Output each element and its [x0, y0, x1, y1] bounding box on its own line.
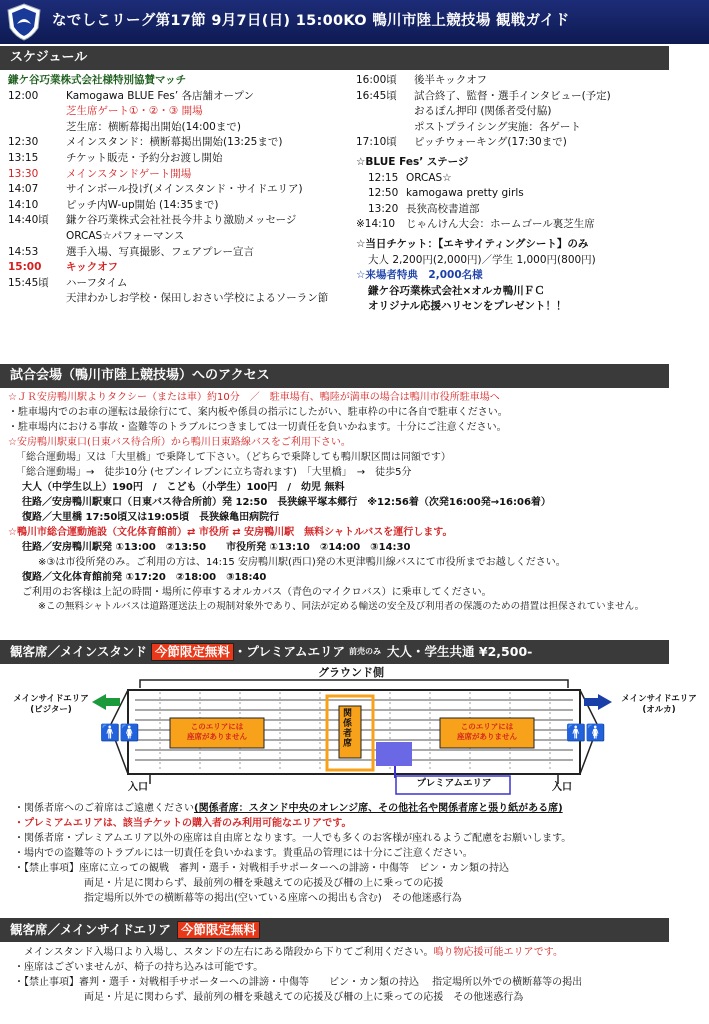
stage-time: 12:15	[368, 171, 399, 184]
gift-line2: オリジナル応援ハリセンをプレゼント！！	[368, 300, 567, 313]
bus-fare: 大人（中学生以上）190円 / こども（小学生）100円 / 幼児 無料	[22, 482, 345, 493]
schedule-time: 16:00頃	[356, 74, 397, 86]
note-text: 両足・片足に関わらず、最前列の柵を乗越えての応援及び柵の上に乗っての応援	[14, 878, 444, 889]
note-text: ・関係者席・プレミアムエリア以外の座席は自由席となります。一人でも多くのお客様が座れるようご配慮をお願いします。	[14, 833, 572, 844]
kankei-seat-label: 関係者席	[343, 709, 353, 749]
note-text: ・場内での盗難等のトラブルには一切責任を負いかねます。貴重品の管理には十分にご注意ください。	[14, 848, 473, 859]
schedule-text: Kamogawa BLUE Fes’ 各店舗オープン	[66, 89, 255, 102]
schedule-item	[356, 104, 701, 120]
schedule-item	[8, 151, 353, 167]
schedule-item	[8, 89, 353, 105]
note-text: ・【禁止事項】座席に立っての観戦 審判・選手・対戦相手サポーターへの誹謗・中傷等 ビン・カン類の持込	[14, 863, 509, 874]
side-area-title: 観客席／メインサイドエリア	[10, 921, 171, 937]
main-stand-note	[14, 877, 704, 892]
bus-return: 復路／大里橋 17:50頃又は19:05頃 長狭線亀田病院行	[22, 512, 280, 523]
schedule-text: ハーフタイム	[66, 276, 128, 289]
entrance-left: 入口	[128, 782, 148, 793]
schedule-item	[8, 213, 353, 229]
schedule-text: ピッチウォーキング(17:30まで)	[414, 136, 567, 149]
shuttle-return: 復路／文化体育館前発 ①17:20 ②18:00 ③18:40	[22, 572, 267, 583]
note-emphasis: (関係者席：スタンド中央のオレンジ席、その他社名や関係者席と張り紙がある席)	[194, 803, 563, 814]
main-stand-free-badge: 今節限定無料	[151, 643, 234, 662]
main-stand-note	[14, 892, 704, 907]
stage-item	[356, 217, 701, 233]
note-text: ・座席はございませんが、椅子の持ち込みは可能です。	[14, 962, 264, 973]
main-stand-notes	[14, 802, 704, 907]
stage-time: ※14:10	[356, 218, 396, 231]
access-note-1: ・駐車場内でのお車の運転は最徐行にて、案内板や係員の指示にしたがい、駐車枠の中に各自で駐車ください。	[8, 407, 508, 418]
restroom-icon-left: 🚹🚺	[100, 723, 140, 742]
schedule-item	[8, 73, 353, 89]
gift-label: ☆来場者特典	[356, 269, 418, 282]
shuttle-outbound: 往路／安房鴨川駅発 ①13:00 ②13:50 市役所発 ①13:10 ②14:00 ③14:30	[22, 542, 411, 553]
schedule-item	[8, 291, 353, 307]
shuttle-law: ※この無料シャトルバスは道路運送法上の規制対象外であり、同法が定める輸送の安全及び利用者の保護のための措置は担保されていません。	[38, 601, 645, 612]
schedule-item	[8, 229, 353, 245]
schedule-text: キックオフ	[66, 261, 118, 274]
side-area-free-badge: 今節限定無料	[177, 921, 260, 940]
side-area-left	[10, 694, 92, 717]
schedule-time: 13:15	[8, 151, 39, 164]
schedule-time: 14:10	[8, 198, 39, 211]
ground-label: グラウンド側	[318, 666, 384, 679]
side-area-note	[14, 991, 704, 1006]
schedule-text: 鎌ケ谷巧業株式会社社長今井より激励メッセージ	[66, 214, 297, 227]
restroom-icon-right: 🚹🚺	[566, 723, 606, 742]
schedule-text: おるぽん押印 (関係者受付脇)	[414, 105, 552, 118]
main-stand-note	[14, 847, 704, 862]
schedule-sponsor: 鎌ケ谷巧業株式会社様特別協賛マッチ	[8, 74, 187, 86]
stage-text: ORCAS☆	[406, 171, 452, 184]
main-stand-heading	[0, 640, 669, 664]
stage-time: 12:50	[368, 187, 399, 200]
schedule-text: メインスタンド：横断幕掲出開始(13:25まで)	[66, 136, 283, 149]
ticket-title: ☆当日チケット：【エキサイティングシート】のみ	[356, 237, 589, 250]
premium-title: ・プレミアムエリア	[233, 643, 346, 659]
schedule-text: 天津わかしお学校・保田しおさい学校によるソーラン節	[66, 292, 329, 305]
schedule-time: 15:45頃	[8, 276, 49, 289]
bus-title: ☆安房鴨川駅東口(日東バス待合所）から鴨川日東路線バスをご利用下さい。	[8, 437, 351, 448]
bus-line-1: 「総合運動場」又は「大里橋」で乗降して下さい。（どちらで乗降しても鴨川駅区間は同額です）	[16, 452, 451, 463]
schedule-time: 15:00	[8, 261, 42, 274]
bus-line-2: 「総合運動場」→ 徒歩10分 (セブンイレブンに立ち寄れます) 「大里橋」 → 徒歩5分	[16, 467, 412, 478]
schedule-left	[8, 73, 353, 307]
schedule-item	[8, 120, 353, 136]
side-area-left-sub: (ビジター)	[30, 705, 72, 716]
stadium-map	[0, 666, 709, 800]
blue-fes-title: ☆BLUE Fes’ ステージ	[356, 155, 469, 168]
side-area-right-label: メインサイドエリア	[621, 694, 697, 704]
stage-text: 長狭高校書道部	[406, 202, 480, 215]
access-body	[8, 391, 703, 616]
access-note-2: ・駐車場内における事故・盗難等のトラブルにつきましては一切責任を負いかねます。十分にご注意ください。	[8, 422, 507, 433]
note-emphasis: 鳴り物応援可能エリアです。	[433, 947, 563, 958]
schedule-text: メインスタンドゲート開場	[66, 167, 192, 180]
schedule-text: サインボール投げ(メインスタンド・サイドエリア)	[66, 183, 303, 196]
schedule-text: ポストプライシング実施：各ゲート	[414, 120, 581, 133]
schedule-text: ピッチ内W-up開始 (14:35まで)	[66, 198, 219, 211]
stage-text: kamogawa pretty girls	[406, 187, 524, 200]
schedule-text: チケット販売・予約分お渡し開始	[66, 151, 223, 164]
schedule-item	[8, 198, 353, 214]
schedule-text: 後半キックオフ	[414, 74, 487, 86]
page-title: なでしこリーグ第17節 9月7日(日) 15:00KO 鴨川市陸上競技場 観戦ガイド	[52, 13, 570, 30]
note-text: ・プレミアムエリアは、該当チケットの購入者のみ利用可能なエリアです。	[14, 818, 352, 829]
entrance-right: 入口	[552, 782, 572, 793]
schedule-item	[8, 104, 353, 120]
side-area-notes	[14, 946, 704, 1006]
schedule-item	[8, 182, 353, 198]
note-text: ・関係者席へのご着席はご遠慮ください	[14, 803, 194, 814]
premium-price: 大人・学生共通 ¥2,500-	[387, 643, 533, 659]
side-area-heading	[0, 918, 669, 942]
schedule-time: 14:40頃	[8, 214, 49, 227]
schedule-time: 12:30	[8, 136, 39, 149]
shuttle-info: ご利用のお客様は上記の時間・場所に停車するオルカバス（青色のマイクロバス）に乗車してください。	[22, 587, 492, 598]
access-heading: 試合会場（鴨川市陸上競技場）へのアクセス	[0, 364, 669, 388]
stage-item	[356, 186, 701, 202]
stage-text: じゃんけん大会：ホームゴール裏芝生席	[406, 218, 595, 231]
schedule-item	[8, 276, 353, 292]
schedule-time: 14:07	[8, 183, 39, 196]
shuttle-note: ※③は市役所発のみ。ご利用の方は、14:15 安房鴨川駅(西口)発の木更津鴨川線バスにて市役所までお越しください。	[38, 557, 566, 568]
schedule-text: 芝生席：横断幕掲出開始(14:00まで)	[66, 120, 241, 133]
schedule-item	[356, 89, 701, 105]
schedule-time: 17:10頃	[356, 136, 397, 149]
schedule-right	[356, 73, 701, 315]
gift-title	[356, 268, 701, 284]
side-area-note	[14, 946, 704, 961]
ticket-price: 大人 2,200円(2,000円)／学生 1,000円(800円)	[368, 253, 596, 266]
no-seat-left: このエリアには 座席がありません	[187, 722, 247, 741]
main-stand-title: 観客席／メインスタンド	[10, 643, 147, 659]
page-header	[0, 0, 709, 44]
schedule-text: ORCAS☆パフォーマンス	[66, 229, 185, 242]
schedule-item	[356, 135, 701, 151]
gift-line1: 鎌ケ谷巧業株式会社×オルカ鴨川ＦＣ	[368, 284, 545, 297]
note-text: 指定場所以外での横断幕等の掲出(空いている座席への掲出も含む) その他迷惑行為	[14, 893, 462, 904]
schedule-item	[356, 73, 701, 89]
schedule-time: 16:45頃	[356, 89, 397, 102]
schedule-item	[356, 120, 701, 136]
side-area-note	[14, 976, 704, 991]
note-text: 両足・片足に関わらず、最前列の柵を乗越えての応援及び柵の上に乗っての応援 その他迷惑行為	[14, 992, 524, 1003]
schedule-time: 13:30	[8, 167, 39, 180]
side-area-right-sub: (オルカ)	[642, 705, 676, 716]
main-stand-note	[14, 817, 704, 832]
schedule-time: 12:00	[8, 89, 39, 102]
side-area-right	[614, 694, 704, 717]
schedule-item	[8, 135, 353, 151]
stage-item	[356, 171, 701, 187]
note-text: メインスタンド入場口より入場し、スタンドの左右にある階段から下りてご利用ください。	[14, 947, 434, 958]
note-text: ・【禁止事項】審判・選手・対戦相手サポーターへの誹謗・中傷等 ビン・カン類の持込 指定場所以外での横断幕等の掲出	[14, 977, 583, 988]
main-stand-note	[14, 862, 704, 877]
no-seat-right: このエリアには 座席がありません	[457, 722, 517, 741]
main-stand-note	[14, 832, 704, 847]
main-stand-note	[14, 802, 704, 817]
club-crest-icon	[4, 2, 44, 42]
stage-item	[356, 202, 701, 218]
schedule-time: 14:53	[8, 245, 39, 258]
schedule-heading: スケジュール	[0, 46, 669, 70]
gift-count: 2,000名様	[428, 269, 483, 282]
schedule-item	[8, 260, 353, 276]
side-area-left-label: メインサイドエリア	[13, 694, 89, 704]
schedule-text: 選手入場、写真撮影、フェアプレー宣言	[66, 245, 255, 258]
schedule-item	[8, 167, 353, 183]
shuttle-title: ☆鴨川市総合運動施設（文化体育館前）⇄ 市役所 ⇄ 安房鴨川駅 無料シャトルバスを運行します。	[8, 527, 453, 538]
schedule-item	[8, 245, 353, 261]
side-area-note	[14, 961, 704, 976]
advance-only: 前売のみ	[349, 646, 382, 656]
stage-time: 13:20	[368, 202, 399, 215]
schedule-text: 試合終了、監督・選手インタビュー(予定)	[414, 89, 611, 102]
access-taxi: ☆ＪＲ安房鴨川駅よりタクシー（または車）約10分 ／ 駐車場有、鴨陸が満車の場合は鴨川市役所駐車場へ	[8, 392, 500, 403]
bus-outbound: 往路／安房鴨川駅東口（日東バス待合所前）発 12:50 長狭線平塚本郷行 ※12:56着（次発16:00発→16:06着）	[22, 497, 551, 508]
premium-area-label: プレミアムエリア	[416, 778, 492, 789]
schedule-text: 芝生席ゲート①・②・③ 開場	[66, 105, 203, 118]
